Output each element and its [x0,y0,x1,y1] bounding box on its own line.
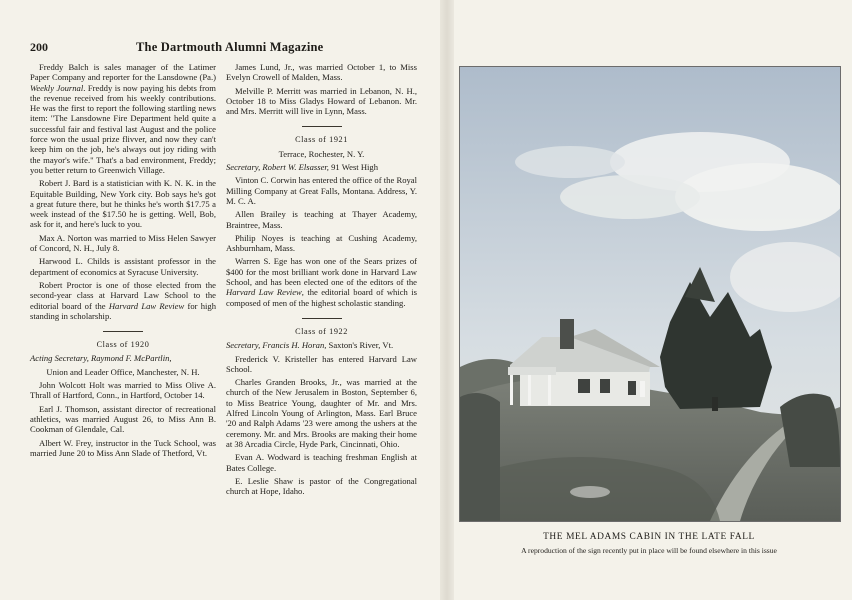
page-number: 200 [30,40,48,54]
photo-caption: THE MEL ADAMS CABIN IN THE LATE FALL [543,532,755,542]
photo-subcaption: A reproduction of the sign recently put in place will be found elsewhere in this issue [521,546,777,555]
cabin-landscape-illustration [460,67,840,521]
paragraph: Warren S. Ege has won one of the Sears prizes of $400 for the most brilliant work done in Harvard Law School, and has been elected one of the editors of the Harvard Law Review, the editorial board of which is composed of men of the highest scholastic standing. [226,256,417,308]
class-heading-1922: Class of 1922 [295,326,348,336]
paragraph: Charles Granden Brooks, Jr., was married at the church of the New Jerusalem in Boston, September 6, to Miss Beatrice Young, daughter of Mr. and Mrs. Alfred Lincoln Young of Arlington, Mass. Earl Bruce '20 and Ralph Adams '23 were among the ushers at the ceremony. Mr. and Mrs. Brooks are making their home at 38 Arcadia Circle, Hyde Park, Cincinnati, Ohio. [226,377,417,449]
secretary-line: Secretary, Robert W. Elsasser, 91 West High [226,162,379,173]
paragraph: James Lund, Jr., was married October 1, to Miss Evelyn Crowell of Malden, Mass. [226,62,417,83]
cabin-photograph [459,66,841,522]
section-divider [302,126,342,127]
page-header [30,40,430,56]
paragraph: John Wolcott Holt was married to Miss Olive A. Thrall of Hartford, Conn., in Hartford, October 14. [30,380,216,401]
paragraph: Vinton C. Corwin has entered the office of the Royal Milling Company at Great Falls, Montana. Address, Y. M. C. A. [226,175,417,206]
secretary-line: Acting Secretary, Raymond F. McPartlin, [30,353,172,364]
paragraph: Freddy Balch is sales manager of the Latimer Paper Company and reporter for the Lansdowne (Pa.) Weekly Journal. Freddy is now paying his debts from the revenue received from his weekly contributions. He was the first to report the following startling news item: "The Lansdowne Fire Department held quite a successful fair and festival last August and the police force won the usual prize flivver, and now they can't keep him on the job, he's always out joy riding with the mayor's wife." That's a bad environment, Freddy; you better return to Greenwich Village. [30,62,216,175]
text-column-middle [226,62,417,499]
paragraph: Earl J. Thomson, assistant director of recreational athletics, was married August 26, to Miss Ann B. Cookman of Glendale, Cal. [30,403,216,435]
paragraph: Frederick V. Kristeller has entered Harvard Law School. [226,353,417,374]
section-divider [302,318,342,319]
paragraph: Albert W. Frey, instructor in the Tuck School, was married June 20 to Miss Ann Slade of Thetford, Vt. [30,437,216,458]
paragraph: Evan A. Wodward is teaching freshman English at Bates College. [226,452,417,473]
paragraph: Philip Noyes is teaching at Cushing Academy, Ashburnham, Mass. [226,232,417,254]
section-divider [103,331,143,332]
class-heading-1921: Class of 1921 [295,135,348,145]
secretary-address: Union and Leader Office, Manchester, N. H. [46,366,200,377]
paragraph: Allen Brailey is teaching at Thayer Academy, Braintree, Mass. [226,209,417,230]
paragraph: E. Leslie Shaw is pastor of the Congregational church at Hope, Idaho. [226,475,417,497]
class-location: Terrace, Rochester, N. Y. [278,148,365,159]
class-heading-1920: Class of 1920 [96,340,150,350]
paragraph: Robert Proctor is one of those elected from the second-year class at Harvard Law School to the editorial board of the Harvard Law Review for high standing in scholarship. [30,279,216,321]
page-gutter [440,0,454,600]
text-column-left [30,62,216,461]
paragraph: Melville P. Merritt was married in Lebanon, N. H., October 18 to Miss Gladys Howard of Lebanon. Mr. and Mrs. Merritt will live in Lynn, Mass. [226,85,417,117]
paragraph: Harwood L. Childs is assistant professor in the department of economics at Syracuse University. [30,256,216,277]
secretary-line: Secretary, Francis H. Horan, Saxton's River, Vt. [226,340,394,351]
paragraph: Max A. Norton was married to Miss Helen Sawyer of Concord, N. H., July 8. [30,232,216,254]
magazine-title: The Dartmouth Alumni Magazine [136,40,324,54]
paragraph: Robert J. Bard is a statistician with K. N. K. in the Equitable Building, New York city. Bob says he's got a great future there, but he thinks he's worth $17.75 a week instead of the $17.50 he is getting. Well, Bob, ask for it, and here's luck to you. [30,178,216,230]
